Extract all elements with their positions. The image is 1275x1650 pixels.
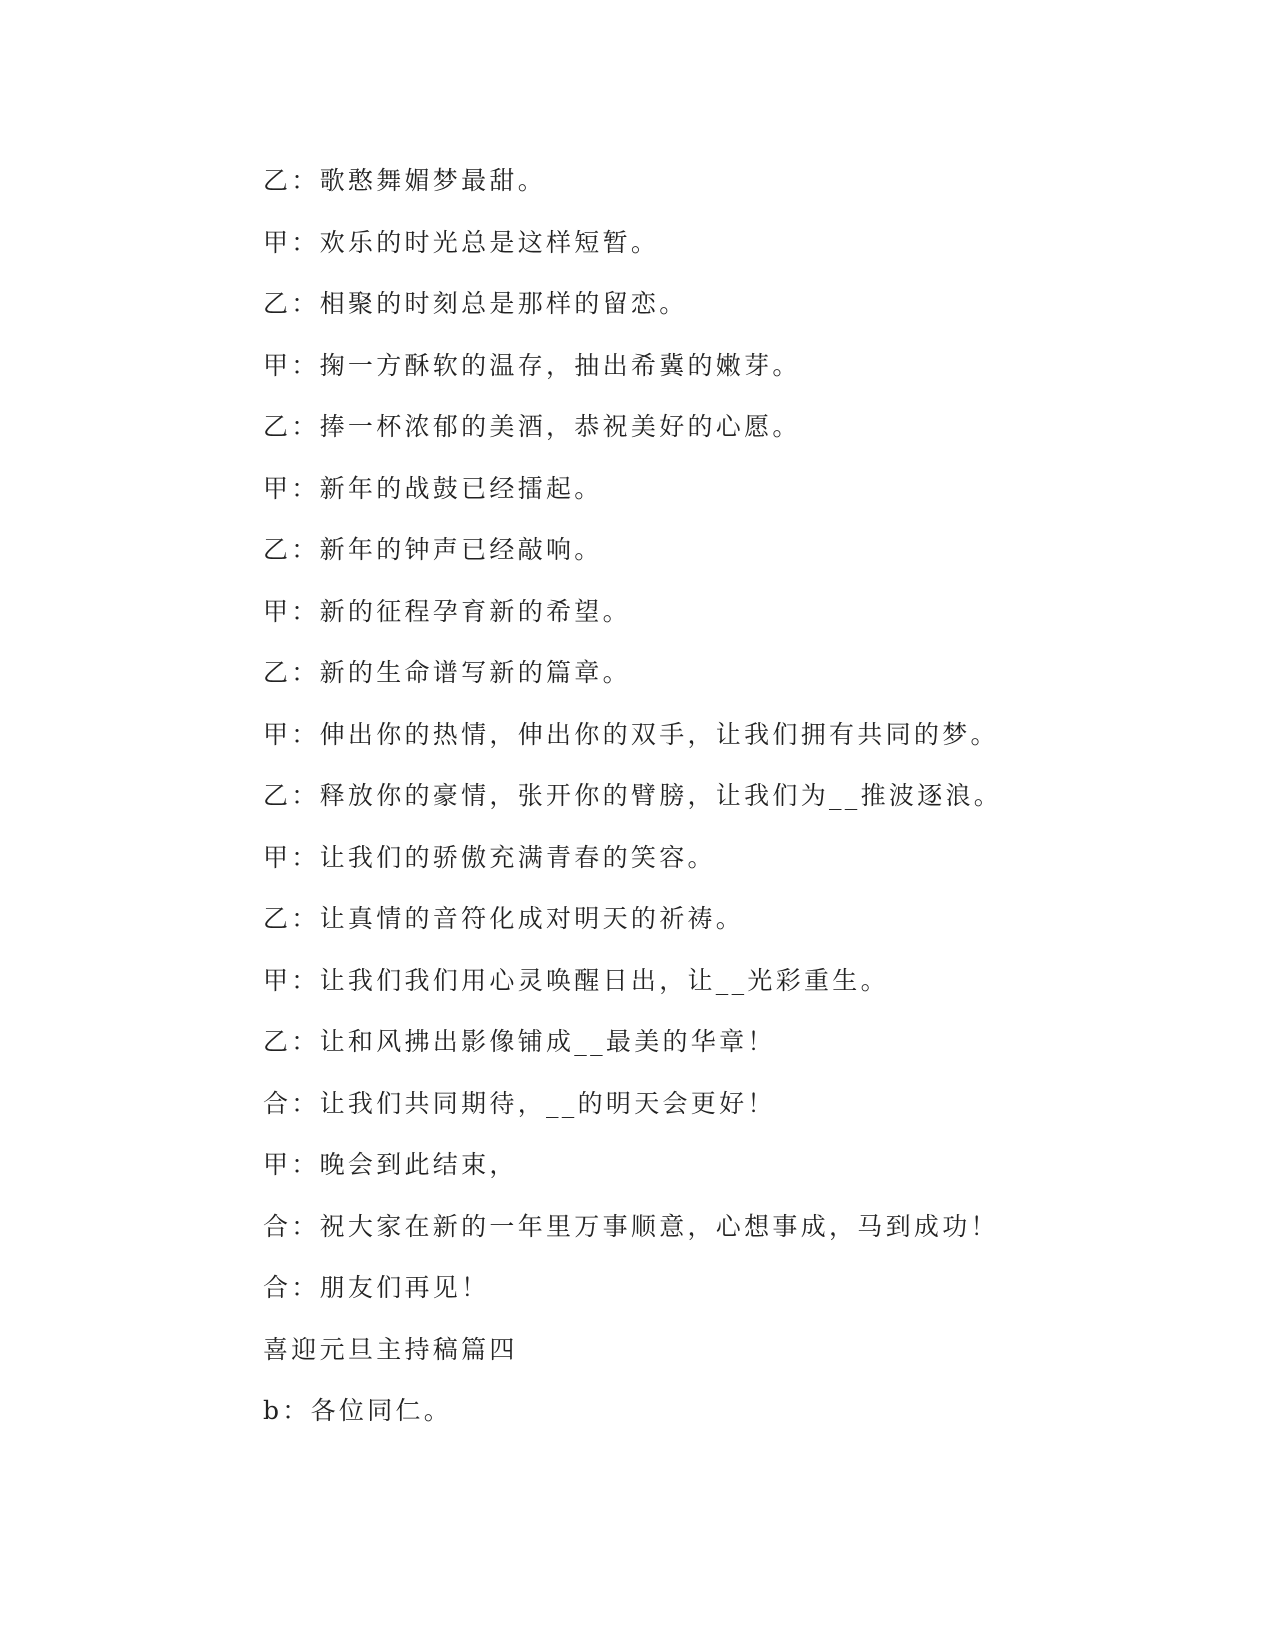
text-line: 乙：捧一杯浓郁的美酒，恭祝美好的心愿。 xyxy=(263,412,801,441)
text-line: 甲：新的征程孕育新的希望。 xyxy=(263,596,631,626)
text-line: 甲：新年的战鼓已经擂起。 xyxy=(263,473,603,503)
text-line: 甲：晚会到此结束， xyxy=(263,1150,518,1179)
text-line: 乙：让和风拂出影像铺成__最美的华章！ xyxy=(263,1027,776,1056)
text-line: 合：让我们共同期待，__的明天会更好！ xyxy=(263,1088,776,1118)
text-line: 甲：欢乐的时光总是这样短暂。 xyxy=(263,227,660,257)
document-body xyxy=(263,166,1143,1458)
text-line: 合：祝大家在新的一年里万事顺意，心想事成，马到成功！ xyxy=(263,1211,999,1241)
text-line: 乙：新年的钟声已经敲响。 xyxy=(263,535,603,564)
text-line: 乙：让真情的音符化成对明天的祈祷。 xyxy=(263,904,745,933)
text-line: 乙：新的生命谱写新的篇章。 xyxy=(263,658,631,687)
text-line: 合：朋友们再见！ xyxy=(263,1273,490,1302)
text-line: 甲：伸出你的热情，伸出你的双手，让我们拥有共同的梦。 xyxy=(263,719,999,749)
text-line: 甲：让我们我们用心灵唤醒日出，让__光彩重生。 xyxy=(263,965,889,995)
text-line: 甲：掬一方酥软的温存，抽出希冀的嫩芽。 xyxy=(263,350,801,380)
text-line: 甲：让我们的骄傲充满青春的笑容。 xyxy=(263,842,716,872)
text-line: 乙：相聚的时刻总是那样的留恋。 xyxy=(263,289,688,318)
text-line: 乙：歌憨舞媚梦最甜。 xyxy=(263,166,547,195)
section-heading: 喜迎元旦主持稿篇四 xyxy=(263,1334,518,1364)
text-line: b：各位同仁。 xyxy=(263,1396,453,1425)
text-line: 乙：释放你的豪情，张开你的臂膀，让我们为__推波逐浪。 xyxy=(263,781,1003,810)
